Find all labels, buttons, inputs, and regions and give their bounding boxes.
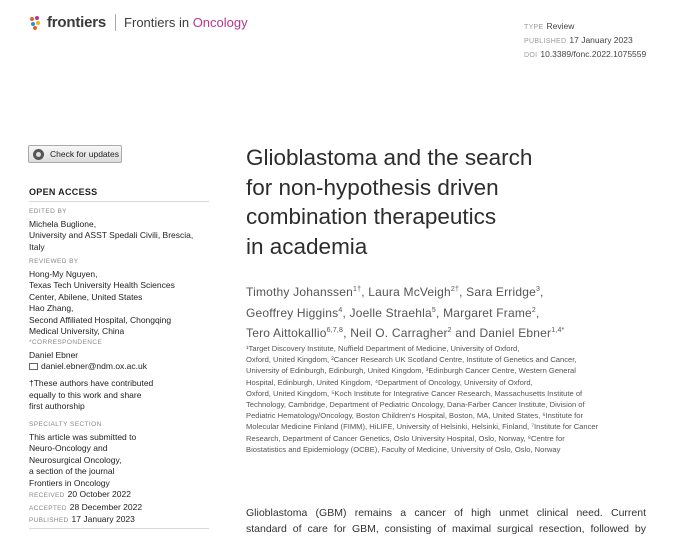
- note-line: first authorship: [29, 401, 85, 411]
- affiliation-line: ¹Target Discovery Institute, Nuffield Department of Medicine, University of Oxford,: [246, 344, 520, 353]
- edited-by-section: [29, 206, 209, 253]
- edited-by-label: EDITED BY: [29, 208, 67, 215]
- accepted-value: 28 December 2022: [69, 501, 143, 512]
- author-line: [246, 322, 564, 343]
- author-name[interactable]: , Margaret Frame: [436, 305, 532, 320]
- affiliation-line: Technology, Cambridge, Department of Pediatric Oncology, Dana-Farber Cancer Institute, Division of: [246, 400, 585, 410]
- author-affil-sup: 1,4*: [551, 327, 565, 334]
- reviewer-line: Hong-My Nguyen,: [29, 268, 98, 279]
- divider: [29, 201, 209, 202]
- author-name[interactable]: Tero Aittokallio: [246, 326, 327, 340]
- logo-dot-5: [33, 26, 37, 30]
- correspondence-email[interactable]: daniel.ebner@ndm.ox.ac.uk: [41, 361, 147, 371]
- brand-name: frontiers: [47, 14, 107, 31]
- received-date: [29, 489, 209, 502]
- reviewed-by-label: REVIEWED BY: [29, 258, 79, 265]
- divider: [29, 528, 209, 529]
- specialty-line: This article was submitted to: [29, 431, 137, 442]
- affiliation-line: Hospital, Edinburgh, United Kingdom, ⁴Department of Oncology, University of Oxford,: [246, 377, 533, 387]
- affiliation-line: Biostatistics and Epidemiology (OCBE), Faculty of Medicine, University of Oslo, Oslo, Norway: [246, 444, 561, 454]
- correspondence-name: Daniel Ebner: [29, 349, 79, 360]
- frontiers-logo-icon: [30, 16, 44, 30]
- correspondence-section: [29, 337, 209, 373]
- title-line: for non-hypothesis driven: [246, 174, 499, 200]
- affiliation-line: Molecular Medicine Finland (FIMM), HiLIFE, University of Helsinki, Helsinki, Finland, ⁷Institute for Cancer: [246, 422, 599, 432]
- meta-type-key: TYPE: [524, 24, 544, 31]
- author-name[interactable]: and Daniel Ebner: [451, 326, 552, 340]
- published-value: 17 January 2023: [71, 514, 135, 524]
- specialty-line: Neurosurgical Oncology,: [29, 454, 122, 465]
- published-date: [29, 514, 209, 527]
- reviewed-by-section: [29, 256, 209, 338]
- logo-dot-3: [31, 22, 35, 26]
- editor-line: Italy: [29, 241, 45, 252]
- author-affil-sup: 3: [535, 286, 541, 293]
- reviewer-line: Medical University, China: [29, 326, 125, 336]
- correspondence-email-row: [29, 361, 209, 373]
- abstract: [246, 505, 646, 537]
- affiliations: [246, 343, 646, 455]
- title-line: Glioblastoma and the search: [246, 145, 533, 170]
- reviewer-line: Texas Tech University Health Sciences: [29, 280, 175, 290]
- journal-accent: Oncology: [192, 15, 248, 30]
- received-value: 20 October 2022: [67, 489, 131, 499]
- author-affil-sup: 2: [447, 327, 452, 334]
- specialty-line: Neuro-Oncology and: [29, 443, 108, 453]
- journal-name: [124, 15, 248, 30]
- article-meta: [524, 20, 646, 62]
- abstract-line: Glioblastoma (GBM) remains a cancer of high unmet clinical need. Current: [246, 507, 646, 519]
- specialty-section: [29, 419, 209, 489]
- author-affil-sup: 2: [531, 306, 536, 314]
- accepted-key: ACCEPTED: [29, 504, 67, 512]
- affiliation-line: Pediatric Hematology/Oncology, Boston Children's Hospital, Boston, MA, United States, ⁶Institute for: [246, 411, 584, 421]
- reviewer-line: Center, Abilene, United States: [29, 291, 143, 302]
- editor-line: University and ASST Spedali Civili, Brescia,: [29, 230, 194, 240]
- title-line: combination therapeutics: [246, 204, 497, 229]
- affiliation-line: Oxford, United Kingdom, ⁵Koch Institute for Integrative Cancer Research, Massachusetts Institute of: [246, 388, 583, 398]
- affiliation-line: University of Edinburgh, Edinburgh, United Kingdom, ³Edinburgh Cancer Centre, Western General: [246, 366, 576, 376]
- meta-published-value: 17 January 2023: [569, 35, 633, 45]
- abstract-line: standard of care for GBM, consisting of maximal surgical resection, followed by: [246, 523, 646, 535]
- meta-type: [524, 20, 646, 34]
- specialty-line: a section of the journal: [29, 466, 115, 476]
- author-name[interactable]: Geoffrey Higgins: [246, 305, 339, 320]
- author-name[interactable]: , Joelle Straehla: [342, 305, 432, 320]
- logo-dot-4: [36, 21, 40, 25]
- correspondence-label: *CORRESPONDENCE: [29, 339, 103, 346]
- note-line: equally to this work and share: [29, 389, 142, 400]
- meta-doi-key: DOI: [524, 52, 538, 59]
- update-check-icon: [33, 149, 44, 160]
- reviewer-line: Hao Zhang,: [29, 303, 74, 313]
- meta-doi: [524, 48, 646, 62]
- editor-line: Michela Buglione,: [29, 218, 97, 229]
- reviewer-line: Second Affiliated Hospital, Chongqing: [29, 314, 172, 325]
- author-sep: ,: [540, 285, 544, 299]
- title-line: in academia: [246, 233, 368, 259]
- check-for-updates-button[interactable]: [28, 145, 122, 163]
- author-affil-sup: 5: [431, 306, 436, 314]
- equal-contribution-note: [29, 378, 209, 413]
- author-line: [246, 302, 564, 323]
- journal-prefix: Frontiers in: [124, 15, 193, 30]
- specialty-line: Frontiers in Oncology: [29, 477, 110, 488]
- meta-type-value: Review: [546, 21, 575, 31]
- author-sep: ,: [535, 305, 540, 320]
- affiliation-line: Oxford, United Kingdom, ²Cancer Research UK Scotland Centre, Institute of Genetics and Cancer,: [246, 355, 577, 365]
- logo-dot-1: [30, 17, 34, 21]
- logo-dot-2: [35, 16, 39, 20]
- note-line: †These authors have contributed: [29, 378, 154, 388]
- meta-published: [524, 34, 646, 48]
- envelope-icon: [29, 363, 38, 370]
- article-title: [246, 143, 532, 261]
- frontiers-logo[interactable]: [30, 14, 248, 31]
- author-name[interactable]: , Laura McVeigh: [361, 285, 451, 299]
- author-name[interactable]: , Sara Erridge: [459, 285, 536, 299]
- specialty-label: SPECIALTY SECTION: [29, 421, 102, 428]
- author-affil-sup: 2†: [450, 286, 460, 293]
- author-name[interactable]: Timothy Johanssen: [246, 285, 354, 299]
- dates-section: [29, 489, 209, 527]
- check-for-updates-label: Check for updates: [50, 149, 119, 159]
- author-line: [246, 281, 564, 302]
- published-key: PUBLISHED: [29, 517, 69, 524]
- author-name[interactable]: , Neil O. Carragher: [343, 326, 448, 340]
- received-key: RECEIVED: [29, 492, 65, 499]
- open-access-label: OPEN ACCESS: [29, 187, 98, 197]
- accepted-date: [29, 502, 209, 515]
- meta-published-key: PUBLISHED: [524, 38, 567, 45]
- meta-doi-value[interactable]: 10.3389/fonc.2022.1075559: [540, 49, 647, 59]
- author-affil-sup: 4: [338, 306, 343, 314]
- author-affil-sup: 1†: [353, 286, 362, 293]
- logo-separator: [115, 14, 116, 31]
- author-list: [246, 281, 564, 343]
- author-affil-sup: 6,7,8: [326, 327, 344, 334]
- affiliation-line: Research, Department of Cancer Genetics, Oslo University Hospital, Oslo, Norway, ⁸Centre for: [246, 433, 565, 443]
